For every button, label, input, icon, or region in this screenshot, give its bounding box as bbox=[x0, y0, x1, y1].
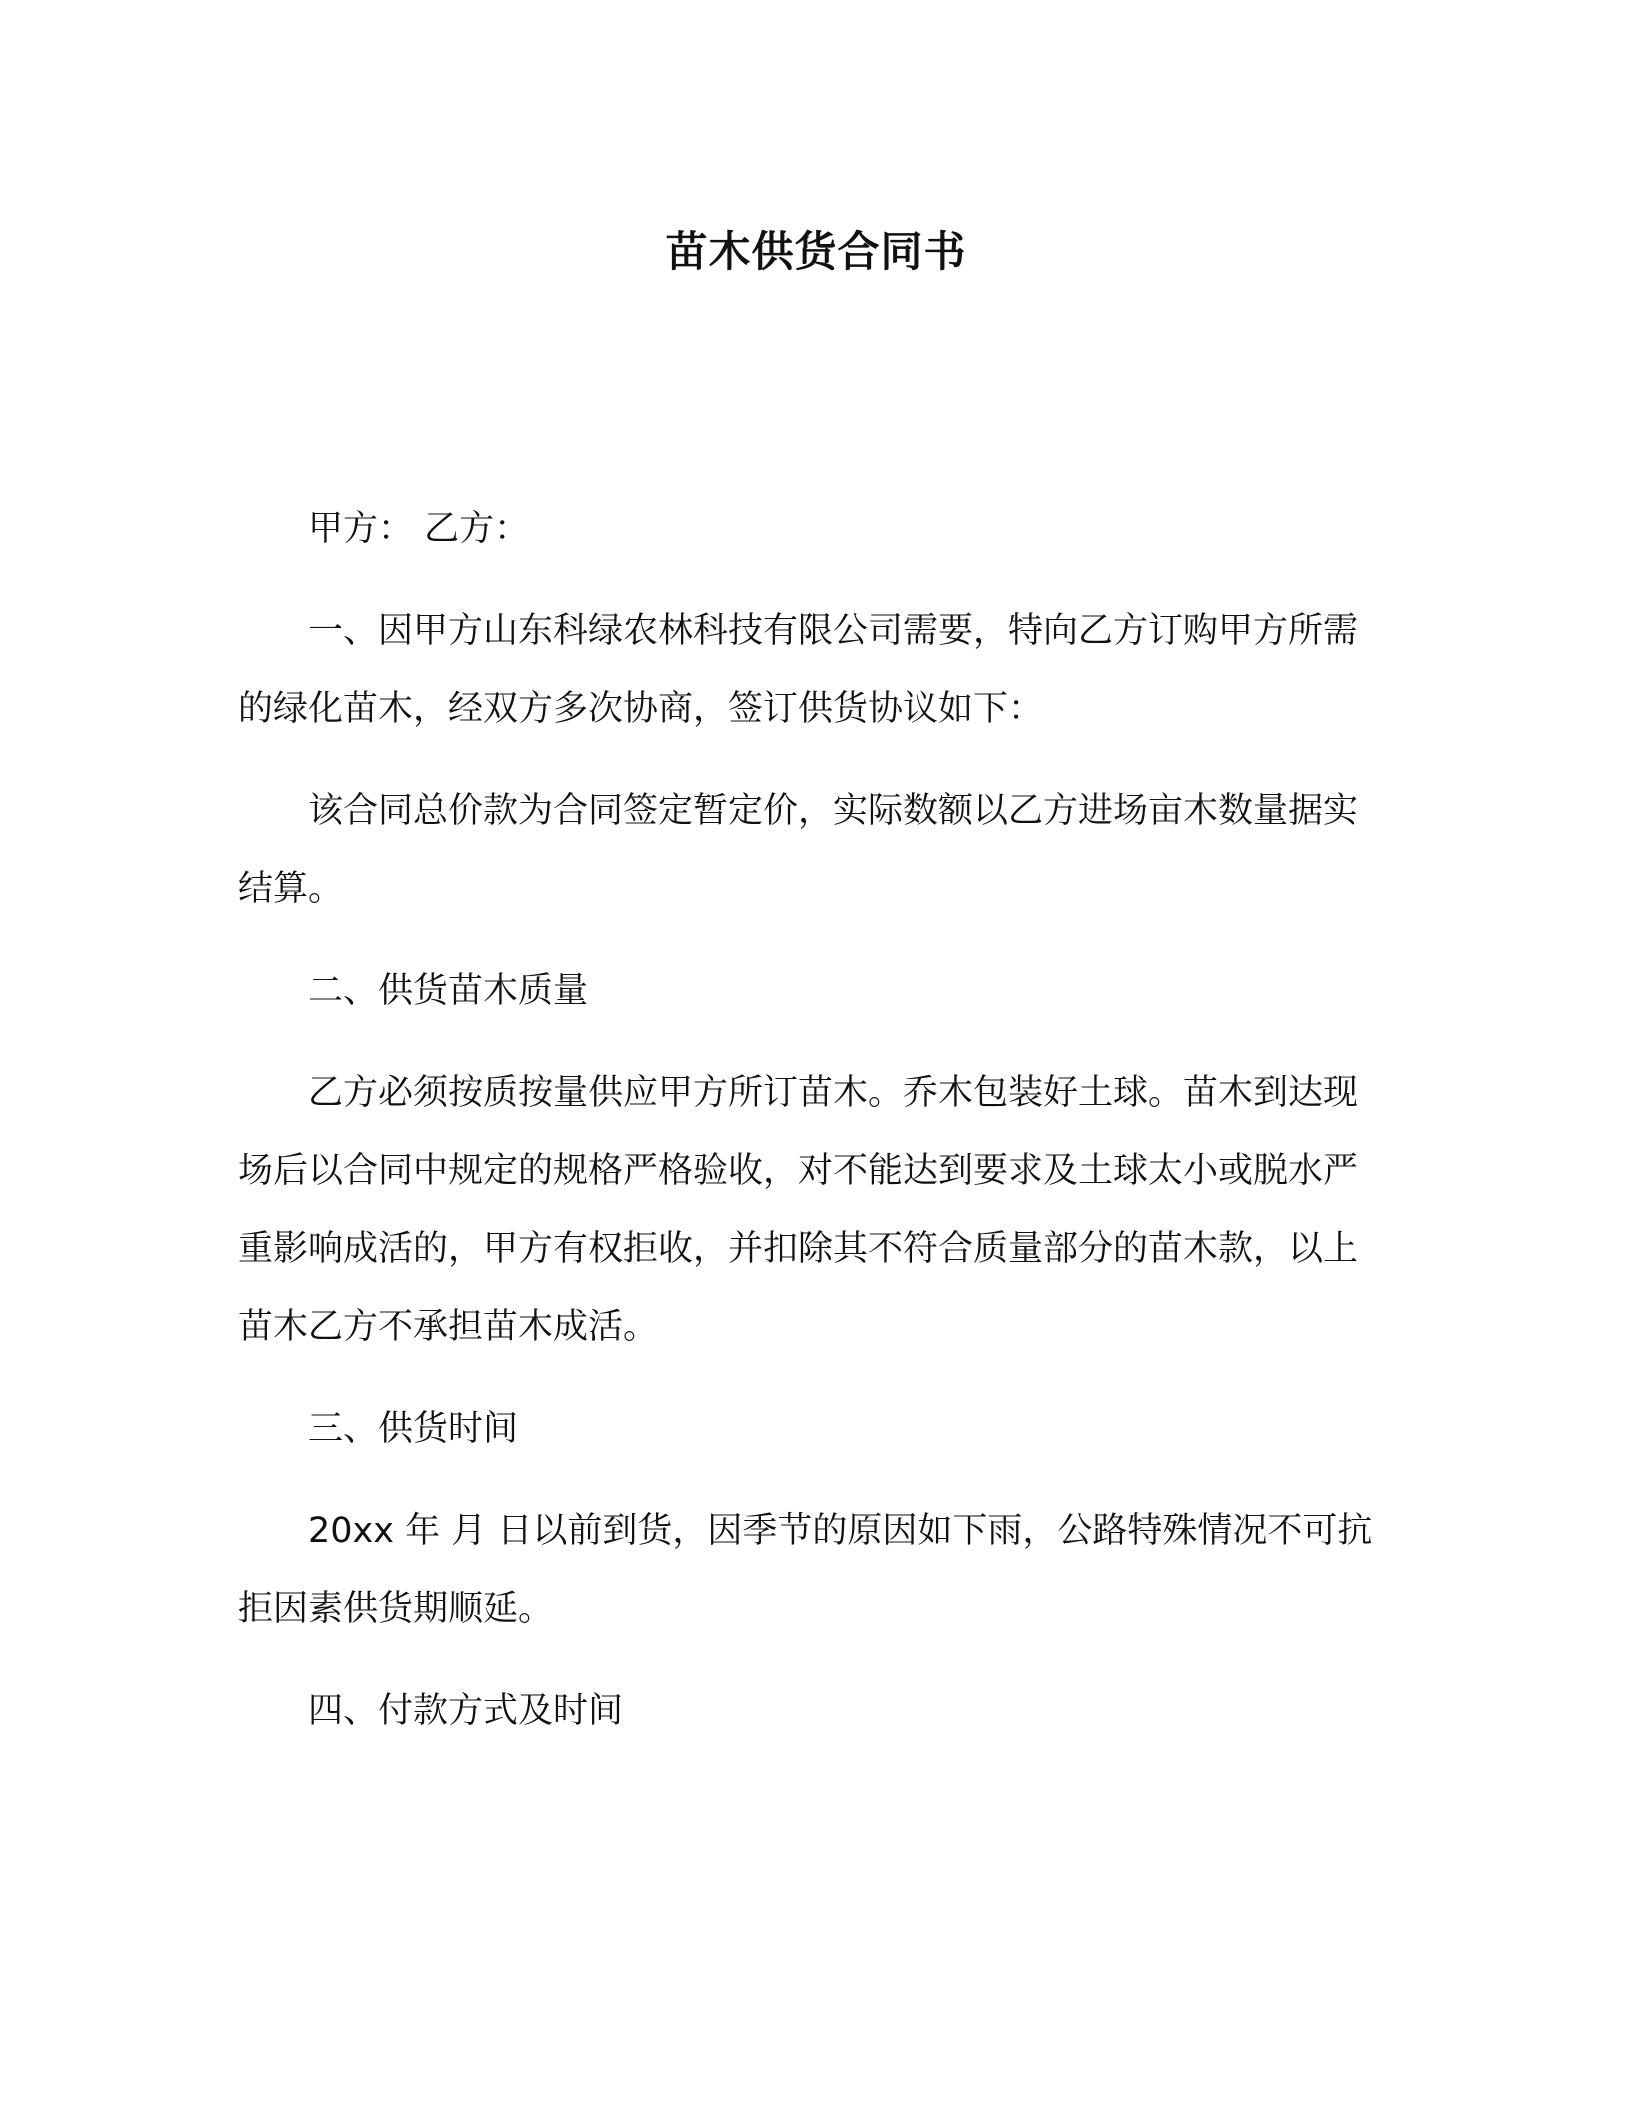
parties-line: 甲方： 乙方： bbox=[308, 509, 530, 549]
document-body bbox=[238, 490, 1378, 1774]
clause-1-price: 该合同总价款为合同签定暂定价，实际数额以乙方进场亩木数量据实结算。 bbox=[238, 791, 1359, 909]
clause-3-time: 20xx 年 月 日以前到货，因季节的原因如下雨，公路特殊情况不可抗拒因素供货期顺延。 bbox=[238, 1511, 1373, 1629]
document-title: 苗木供货合同书 bbox=[665, 227, 967, 276]
section-heading-quality: 二、供货苗木质量 bbox=[308, 971, 589, 1011]
section-heading-payment: 四、付款方式及时间 bbox=[308, 1691, 624, 1731]
clause-1-intro: 一、因甲方山东科绿农林科技有限公司需要，特向乙方订购甲方所需的绿化苗木，经双方多次协商，签订供货协议如下： bbox=[238, 611, 1359, 729]
section-heading-time: 三、供货时间 bbox=[308, 1409, 519, 1449]
clause-2-quality: 乙方必须按质按量供应甲方所订苗木。乔木包装好土球。苗木到达现场后以合同中规定的规格严格验收，对不能达到要求及土球太小或脱水严重影响成活的，甲方有权拒收，并扣除其不符合质量部分的苗木款，以上苗木乙方不承担苗木成活。 bbox=[238, 1073, 1359, 1347]
